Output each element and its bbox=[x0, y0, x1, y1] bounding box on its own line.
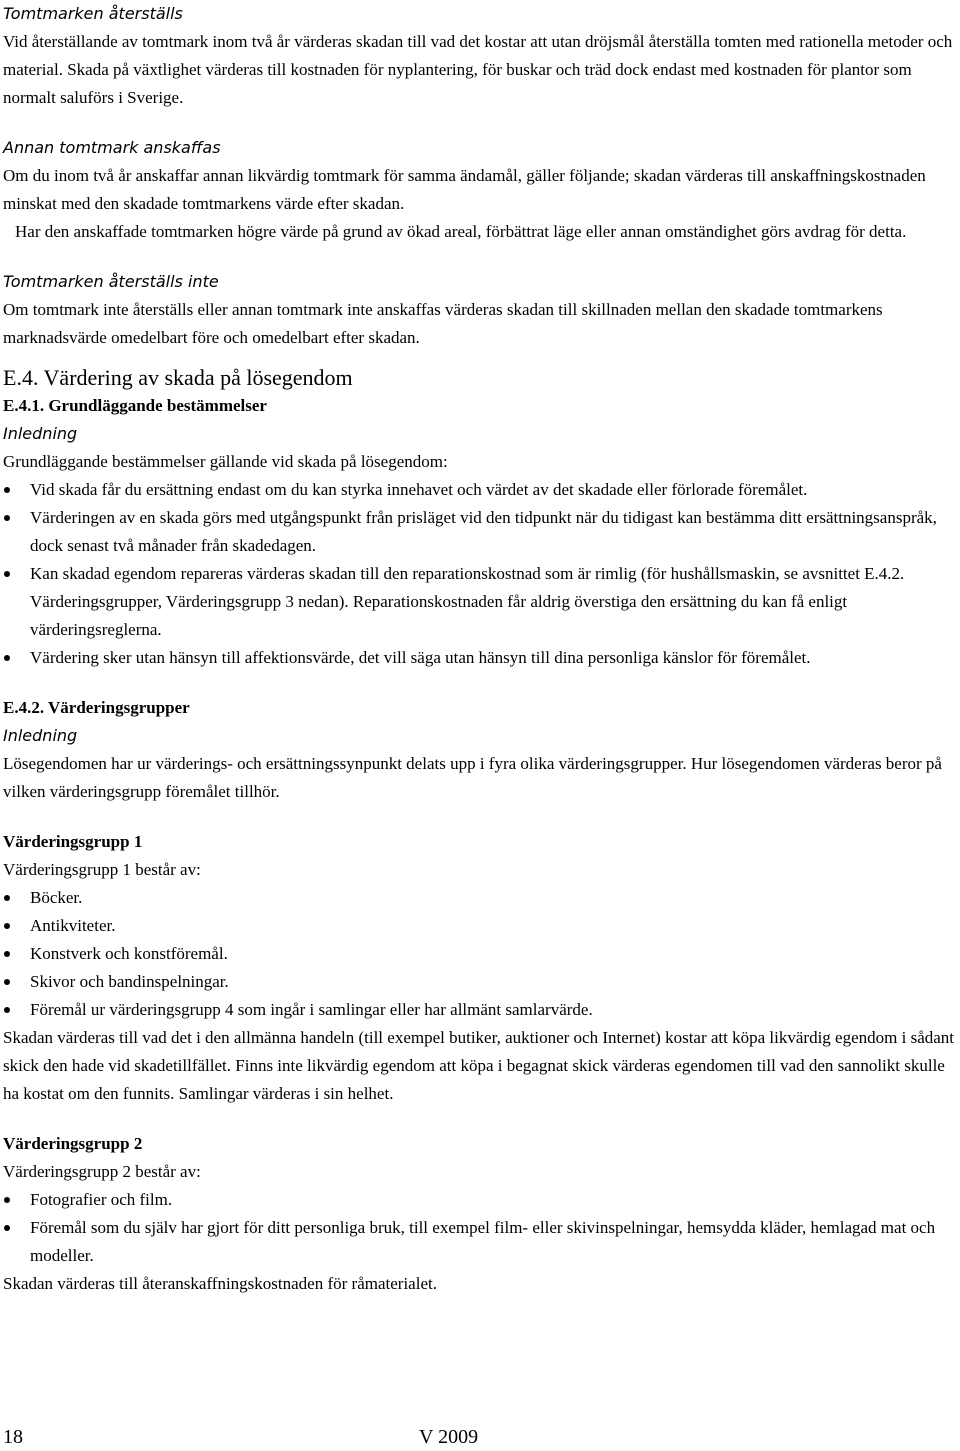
list-item: Konstverk och konstföremål. bbox=[3, 940, 955, 968]
version-label: V 2009 bbox=[419, 1426, 479, 1448]
heading-e4: E.4. Värdering av skada på lösegendom bbox=[3, 365, 353, 390]
list-item: Fotografier och film. bbox=[3, 1186, 955, 1214]
paragraph-vardegrupp-2-intro: Värderingsgrupp 2 består av: bbox=[3, 1162, 201, 1181]
heading-e41: E.4.1. Grundläggande bestämmelser bbox=[3, 396, 267, 415]
paragraph-tomtmarken-aterstalls: Vid återställande av tomtmark inom två år värderas skadan till vad det kostar att utan dröjsmål återställa tomten med rationella metoder och material. Skada på växtlighet värderas till kostnaden för nyplantering, för buskar och träd dock endast med kostnaden för plantor som normalt saluförs i Sverige. bbox=[3, 32, 953, 107]
section-heading-aterstalls-inte: Tomtmarken återställs inte bbox=[3, 272, 219, 291]
paragraph-annan-tomtmark-2: Har den anskaffade tomtmarken högre värde på grund av ökad areal, förbättrat läge eller annan omständighet görs avdrag för detta. bbox=[15, 222, 907, 241]
heading-vardegrupp-2: Värderingsgrupp 2 bbox=[3, 1134, 143, 1153]
document-page bbox=[3, 0, 955, 1298]
bullet-list-vardegrupp-2 bbox=[3, 1186, 955, 1270]
paragraph-e41-intro: Grundläggande bestämmelser gällande vid skada på lösegendom: bbox=[3, 452, 448, 471]
list-item: Kan skadad egendom repareras värderas skadan till den reparationskostnad som är rimlig (för hushållsmaskin, se avsnittet E.4.2. Värderingsgrupper, Värderingsgrupp 3 nedan). Reparationskostnaden får aldrig överstiga den ersättning du kan få enligt värderingsreglerna. bbox=[3, 560, 955, 644]
heading-vardegrupp-1: Värderingsgrupp 1 bbox=[3, 832, 143, 851]
paragraph-vardegrupp-1: Skadan värderas till vad det i den allmänna handeln (till exempel butiker, auktioner och Internet) kostar att köpa likvärdig egendom i sådant skick den hade vid skadetillfället. Finns inte likvärdig egendom att köpa i begagnat skick värderas egendomen till vad den sannolikt skulle ha kostat om den funnits. Samlingar värderas i sin helhet. bbox=[3, 1028, 955, 1103]
paragraph-annan-tomtmark-1: Om du inom två år anskaffar annan likvärdig tomtmark för samma ändamål, gäller följande; skadan värderas till anskaffningskostnaden minskat med den skadade tomtmarkens värde efter skadan. bbox=[3, 166, 926, 213]
section-heading-annan-tomtmark: Annan tomtmark anskaffas bbox=[3, 138, 221, 157]
heading-e42: E.4.2. Värderingsgrupper bbox=[3, 698, 190, 717]
paragraph-aterstalls-inte: Om tomtmark inte återställs eller annan tomtmark inte anskaffas värderas skadan till skillnaden mellan den skadade tomtmarkens marknadsvärde omedelbart före och omedelbart efter skadan. bbox=[3, 300, 883, 347]
list-item: Föremål som du själv har gjort för ditt personliga bruk, till exempel film- eller skivinspelningar, hemsydda kläder, hemlagad mat och modeller. bbox=[3, 1214, 955, 1270]
subheading-inledning-1: Inledning bbox=[3, 424, 78, 443]
bullet-list-vardegrupp-1 bbox=[3, 884, 955, 1024]
list-item: Värderingen av en skada görs med utgångspunkt från prisläget vid den tidpunkt när du tidigast kan bestämma ditt ersättningsanspråk, dock senast två månader från skadedagen. bbox=[3, 504, 955, 560]
list-item: Böcker. bbox=[3, 884, 955, 912]
paragraph-vardegrupp-2: Skadan värderas till återanskaffningskostnaden för råmaterialet. bbox=[3, 1274, 437, 1293]
page-footer bbox=[3, 1423, 955, 1451]
list-item: Antikviteter. bbox=[3, 912, 955, 940]
paragraph-vardegrupp-1-intro: Värderingsgrupp 1 består av: bbox=[3, 860, 201, 879]
list-item: Föremål ur värderingsgrupp 4 som ingår i samlingar eller har allmänt samlarvärde. bbox=[3, 996, 955, 1024]
page-number: 18 bbox=[3, 1426, 23, 1448]
paragraph-e42-intro: Lösegendomen har ur värderings- och ersättningssynpunkt delats upp i fyra olika värderingsgrupper. Hur lösegendomen värderas beror på vilken värderingsgrupp föremålet tillhör. bbox=[3, 754, 942, 801]
subheading-inledning-2: Inledning bbox=[3, 726, 78, 745]
list-item: Värdering sker utan hänsyn till affektionsvärde, det vill säga utan hänsyn till dina personliga känslor för föremålet. bbox=[3, 644, 955, 672]
bullet-list-e41 bbox=[3, 476, 955, 672]
list-item: Skivor och bandinspelningar. bbox=[3, 968, 955, 996]
section-heading-tomtmarken-aterstalls: Tomtmarken återställs bbox=[3, 4, 183, 23]
list-item: Vid skada får du ersättning endast om du kan styrka innehavet och värdet av det skadade eller förlorade föremålet. bbox=[3, 476, 955, 504]
